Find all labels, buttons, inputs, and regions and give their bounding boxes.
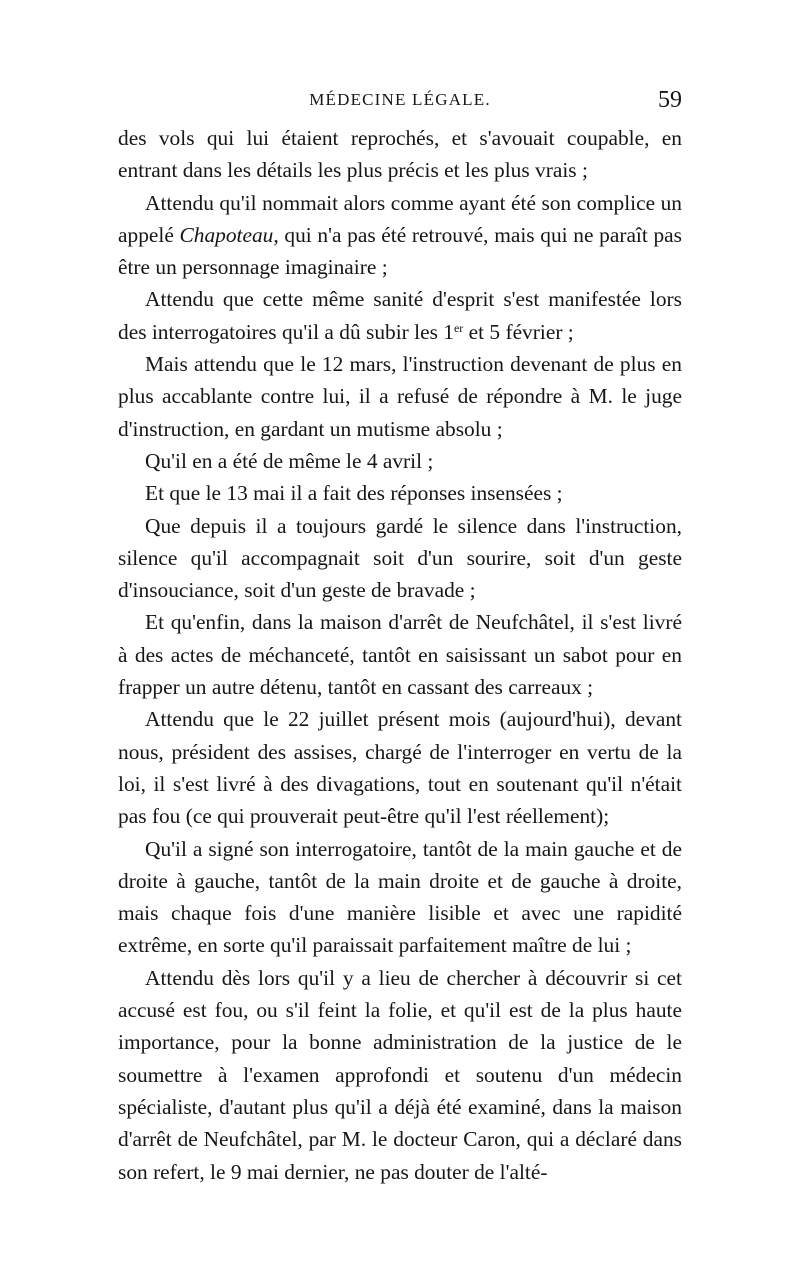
ordinal-superscript: er <box>453 320 464 335</box>
paragraph-text: et 5 février ; <box>463 319 574 344</box>
paragraph-22-juillet: Attendu que le 22 juillet présent mois (aujourd'hui), devant nous, président des assises, chargé de l'interroger en vertu de la loi, il s'est livré à des divagations, tout en soutenant qu'il n'était pas fou (ce qui prouverait peut-être qu'il l'est réellement); <box>118 707 682 829</box>
accomplice-name: Chapoteau <box>179 222 274 247</box>
page-number: 59 <box>658 87 682 113</box>
paragraph-text: Attendu qu'il nommait alors comme ayant été son complice un appelé <box>118 190 682 247</box>
paragraph-interrogatoires <box>118 283 682 348</box>
paragraph-text: Attendu que cette même sanité d'esprit s'est manifestée lors des interrogatoires qu'il a dû subir les 1 <box>118 287 682 344</box>
paragraph-silence: Que depuis il a toujours gardé le silence dans l'instruction, silence qu'il accompagnait soit d'un sourire, soit d'un geste d'insouciance, soit d'un geste de bravade ; <box>118 513 682 603</box>
paragraph-text: , qui n'a pas été retrouvé, mais qui ne paraît pas être un personnage imaginaire ; <box>118 222 683 280</box>
paragraph-signature: Qu'il a signé son interrogatoire, tantôt de la main gauche et de droite à gauche, tantôt de la main droite et de gauche à droite, mais chaque fois d'une manière lisible et avec une rapidité extrême, en sorte qu'il paraissait parfaitement maître de lui ; <box>118 836 682 958</box>
body-text <box>118 122 682 1188</box>
paragraph-neufchatel: Et qu'enfin, dans la maison d'arrêt de Neufchâtel, il s'est livré à des actes de méchanceté, tantôt en saisissant un sabot pour en frapper un autre détenu, tantôt en cassant des carreaux ; <box>118 610 682 700</box>
paragraph-12-mars: Mais attendu que le 12 mars, l'instruction devenant de plus en plus accablante contre lui, il a refusé de répondre à M. le juge d'instruction, en gardant un mutisme absolu ; <box>118 352 682 441</box>
paragraph-complice <box>118 187 682 284</box>
paragraph-continuation: des vols qui lui étaient reprochés, et s'avouait coupable, en entrant dans les détails les plus précis et les plus vrais ; <box>118 126 682 183</box>
paragraph-4-avril: Qu'il en a été de même le 4 avril ; <box>145 448 434 473</box>
running-title: MÉDECINE LÉGALE. <box>309 90 491 109</box>
paragraph-13-mai: Et que le 13 mai il a fait des réponses insensées ; <box>145 481 563 506</box>
page-header <box>118 87 682 118</box>
paragraph-examen: Attendu dès lors qu'il y a lieu de chercher à découvrir si cet accusé est fou, ou s'il feint la folie, et qu'il est de la plus haute importance, pour la bonne administration de la justice de le soumettre à l'examen approfondi et soutenu d'un médecin spécialiste, d'autant plus qu'il a déjà été examiné, dans la maison d'arrêt de Neufchâtel, par M. le docteur Caron, qui a déclaré dans son refert, le 9 mai dernier, ne pas douter de l'alté- <box>118 965 682 1184</box>
